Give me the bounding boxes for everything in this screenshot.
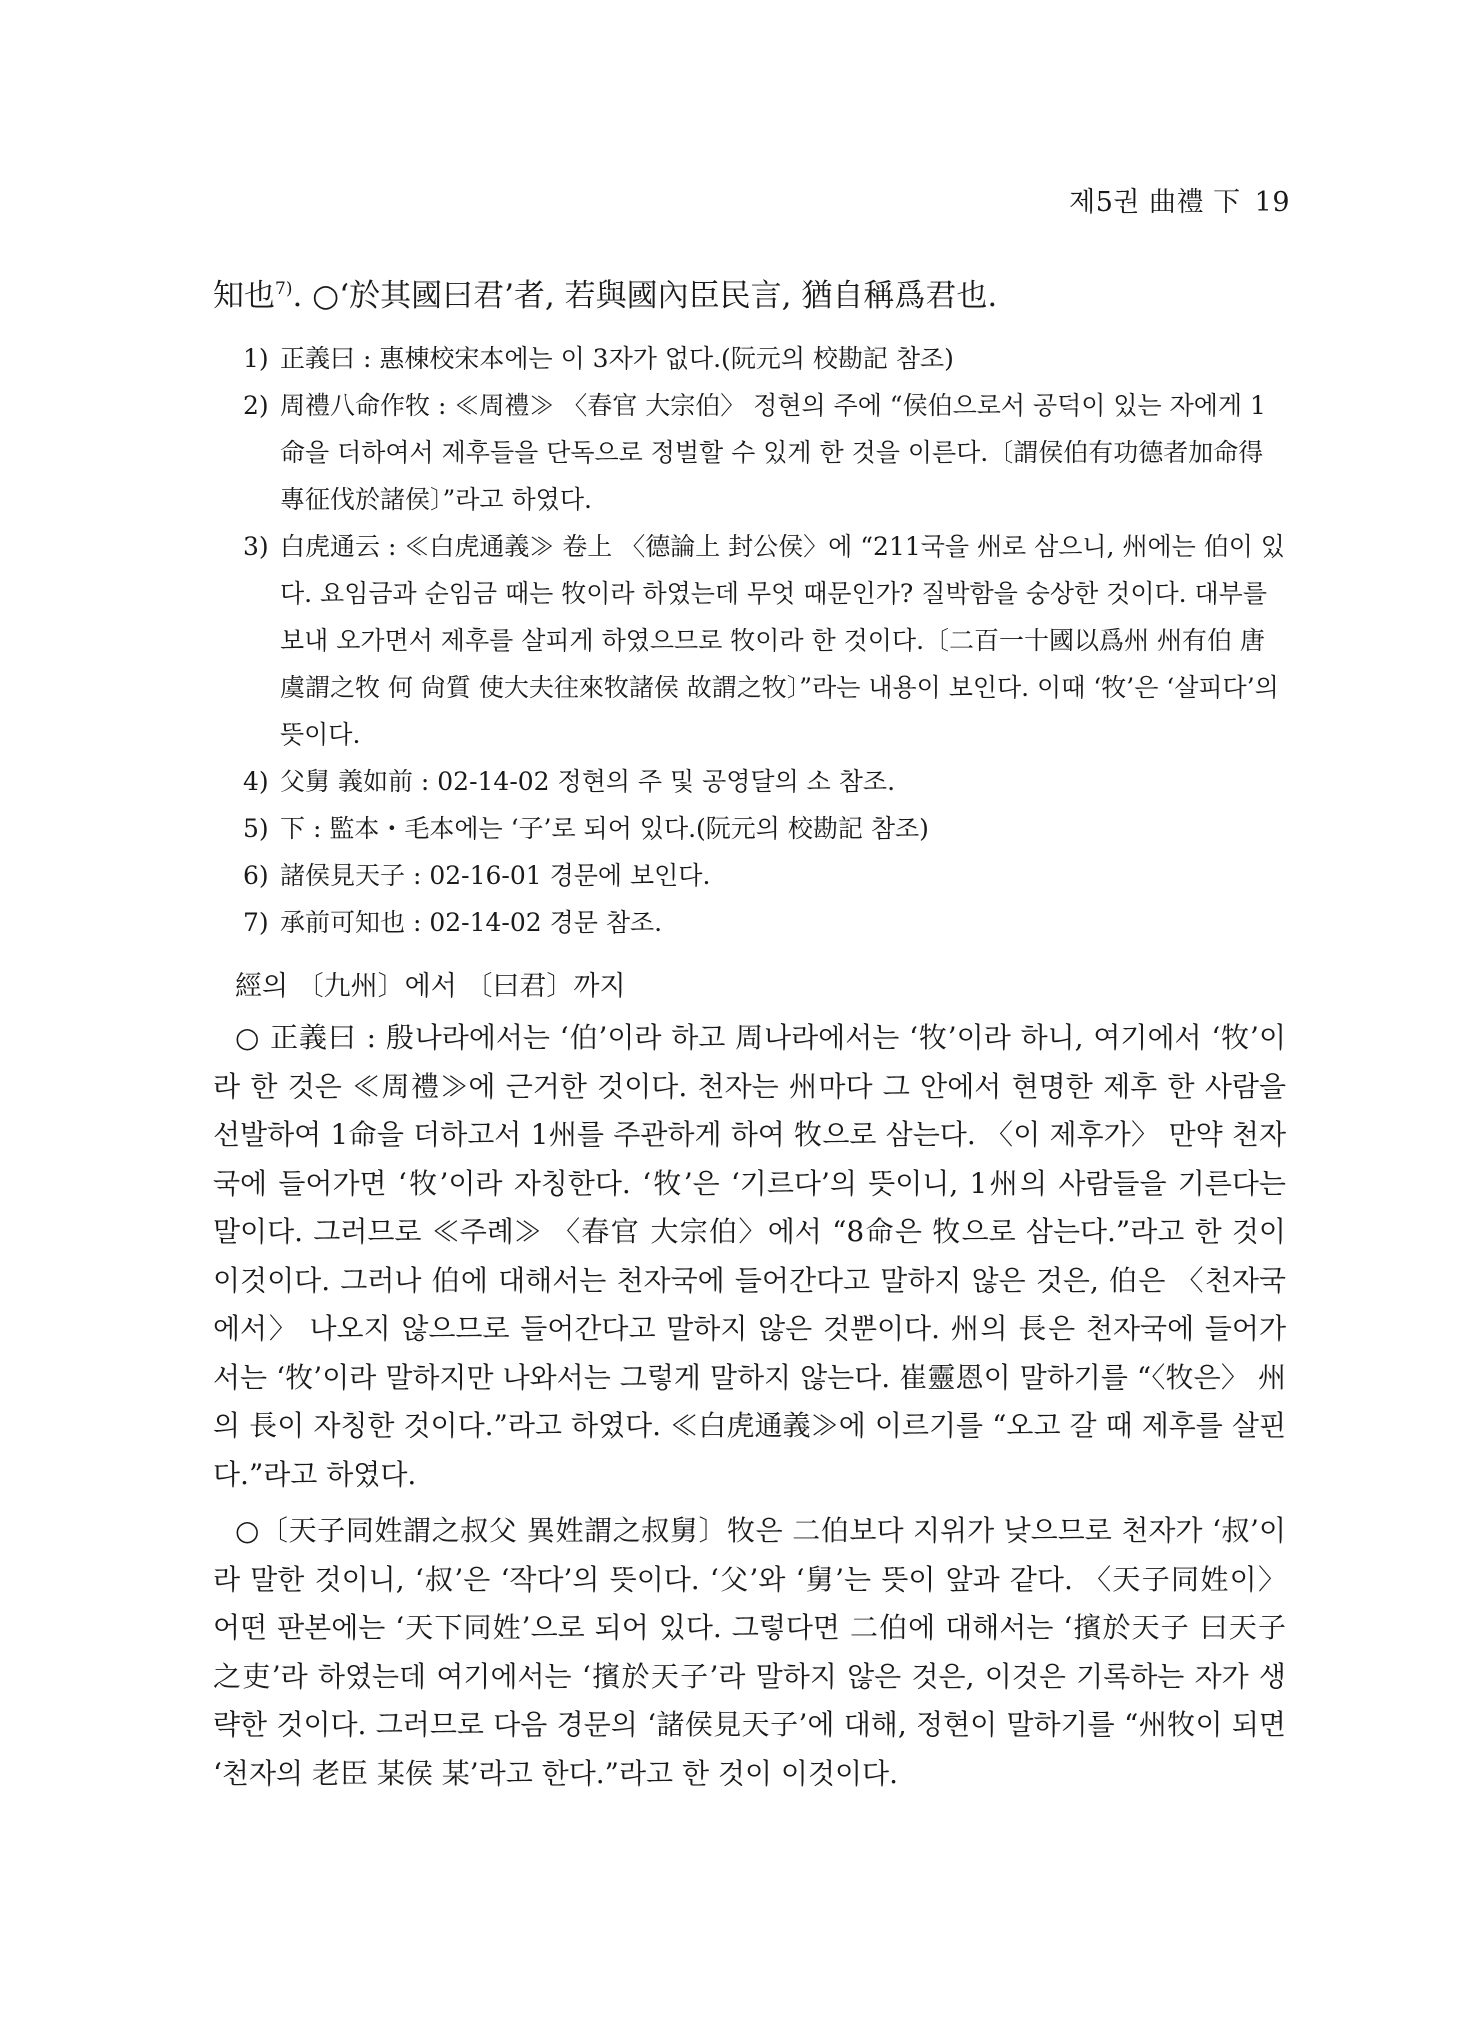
footnote-item: [243, 335, 1286, 382]
footnote-text: 父舅 義如前 : 02-14-02 정현의 주 및 공영달의 소 참조.: [280, 767, 896, 796]
footnote-text: 正義曰 : 惠棟校宋本에는 이 3자가 없다.(阮元의 校勘記 참조): [280, 344, 954, 373]
page-number: 19: [1254, 187, 1290, 218]
footnote-list: [243, 335, 1286, 946]
running-header: [1069, 180, 1290, 219]
page-body: [213, 262, 1286, 1806]
lead-text: [213, 262, 1286, 323]
body-paragraph: ○〔天子同姓謂之叔父 異姓謂之叔舅〕牧은 二伯보다 지위가 낮으므로 천자가 ‘叔’이라 말한 것이니, ‘叔’은 ‘작다’의 뜻이다. ‘父’와 ‘舅’는 뜻이 앞과 같다. 〈天子同姓이〉 어떤 판본에는 ‘天下同姓’으로 되어 있다. 그렇다면 二伯에 대해서는 ‘擯於天子 曰天子之吏’라 하였는데 여기에서는 ‘擯於天子’라 말하지 않은 것은, 이것은 기록하는 자가 생략한 것이다. 그러므로 다음 경문의 ‘諸侯見天子’에 대해, 정현이 말하기를 “州牧이 되면 ‘천자의 老臣 某侯 某’라고 한다.”라고 한 것이 이것이다.: [213, 1514, 1286, 1790]
section-heading: 經의 〔九州〕에서 〔曰君〕까지: [235, 971, 626, 1002]
footnote-number: 2): [243, 391, 269, 420]
body-paragraph: ○ 正義曰 : 殷나라에서는 ‘伯’이라 하고 周나라에서는 ‘牧’이라 하니, 여기에서 ‘牧’이라 한 것은 ≪周禮≫에 근거한 것이다. 천자는 州마다 그 안에서 현명한 제후 한 사람을 선발하여 1命을 더하고서 1州를 주관하게 하여 牧으로 삼는다. 〈이 제후가〉 만약 천자국에 들어가면 ‘牧’이라 자칭한다. ‘牧’은 ‘기르다’의 뜻이니, 1州의 사람들을 기른다는 말이다. 그러므로 ≪주례≫ 〈春官 大宗伯〉에서 “8命은 牧으로 삼는다.”라고 한 것이 이것이다. 그러나 伯에 대해서는 천자국에 들어간다고 말하지 않은 것은, 伯은 〈천자국에서〉 나오지 않으므로 들어간다고 말하지 않은 것뿐이다. 州의 長은 천자국에 들어가서는 ‘牧’이라 말하지만 나와서는 그렇게 말하지 않는다. 崔靈恩이 말하기를 “〈牧은〉 州의 長이 자칭한 것이다.”라고 하였다. ≪白虎通義≫에 이르기를 “오고 갈 때 제후를 살핀다.”라고 하였다.: [213, 1021, 1286, 1491]
footnote-text: 諸侯見天子 : 02-16-01 경문에 보인다.: [280, 861, 711, 890]
footnote-item: [243, 758, 1286, 805]
footnote-item: [243, 805, 1286, 852]
footnote-item: [243, 523, 1286, 758]
footnote-item: [243, 899, 1286, 946]
footnote-number: 1): [243, 344, 269, 373]
footnote-number: 3): [243, 532, 269, 561]
footnote-number: 6): [243, 861, 269, 890]
lead-text-part2: . ○‘於其國曰君’者, 若與國內臣民言, 猶自稱爲君也.: [292, 278, 998, 314]
footnote-number: 4): [243, 767, 269, 796]
header-title: 제5권 曲禮 下: [1069, 187, 1241, 218]
footnote-text: 白虎通云 : ≪白虎通義≫ 卷上 〈德論上 封公侯〉에 “211국을 州로 삼으니, 州에는 伯이 있다. 요임금과 순임금 때는 牧이라 하였는데 무엇 때문인가? 질박함을 숭상한 것이다. 대부를 보내 오가면서 제후를 살피게 하였으므로 牧이라 한 것이다.〔二百一十國以爲州 州有伯 唐虞謂之牧 何 尙質 使大夫往來牧諸侯 故謂之牧〕”라는 내용이 보인다. 이때 ‘牧’은 ‘살피다’의 뜻이다.: [280, 532, 1285, 749]
footnote-ref-7: 7): [275, 279, 293, 299]
footnote-item: [243, 382, 1286, 523]
lead-text-part1: 知也: [213, 278, 275, 314]
footnote-item: [243, 852, 1286, 899]
footnote-number: 7): [243, 908, 269, 937]
footnote-number: 5): [243, 814, 269, 843]
footnote-text: 周禮八命作牧 : ≪周禮≫ 〈春官 大宗伯〉 정현의 주에 “侯伯으로서 공덕이 있는 자에게 1命을 더하여서 제후들을 단독으로 정벌할 수 있게 한 것을 이른다.〔謂侯伯有功德者加命得專征伐於諸侯〕”라고 하였다.: [280, 391, 1266, 514]
footnote-text: 承前可知也 : 02-14-02 경문 참조.: [280, 908, 663, 937]
footnote-text: 下 : 監本・毛本에는 ‘子’로 되어 있다.(阮元의 校勘記 참조): [280, 814, 929, 843]
